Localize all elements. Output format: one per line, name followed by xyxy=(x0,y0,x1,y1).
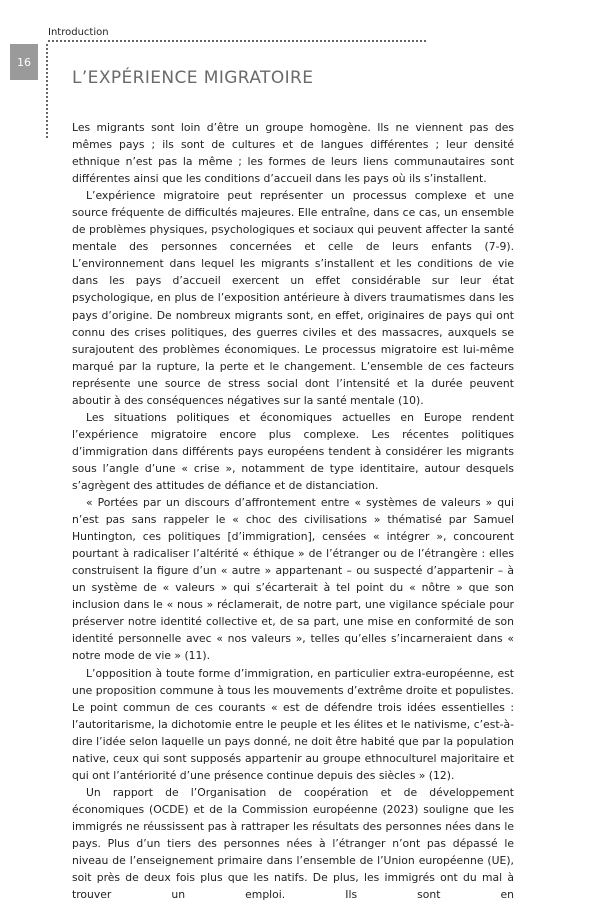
paragraph-2: L’expérience migratoire peut représenter un processus complexe et une source fréquente de difficultés majeures. Elle entraîne, dans ce cas, un ensemble de problèmes physiques, psychologiques et sociaux qui peuvent affecter la santé mentale des personnes concernées et celle de leurs enfants (7-9). L’environnement dans lequel les migrants s’installent et les conditions de vie dans les pays d’accueil exercent un effet considérable sur leur état psychologique, en plus de l’exposition antérieure à divers traumatismes dans les pays d’origine. De nombreux migrants sont, en effet, originaires de pays qui ont connu des crises politiques, des guerres civiles et des massacres, auxquels se surajoutent des problèmes économiques. Le processus migratoire est lui-même marqué par la rupture, la perte et le changement. L’ensemble de ces facteurs représente une source de stress social dont l’intensité et la durée peuvent aboutir à des conséquences négatives sur la santé mentale (10). xyxy=(72,189,514,407)
paragraph-1: Les migrants sont loin d’être un groupe homogène. Ils ne viennent pas des mêmes pays ; ils sont de cultures et de langues différentes ; leur densité ethnique n’est pas la même ; les formes de leurs liens communautaires sont différentes ainsi que les conditions d’accueil dans les pays où ils s’installent. xyxy=(72,121,514,186)
paragraph-5: L’opposition à toute forme d’immigration, en particulier extra-européenne, est une proposition commune à tous les mouvements d’extrême droite et populistes. Le point commun de ces courants « est de défendre trois idées essentielles : l’autoritarisme, la dichotomie entre le peuple et les élites et le nativisme, c’est-à-dire l’idée selon laquelle un pays donné, ne doit être habité que par la population native, ceux qui sont supposés appartenir au groupe ethnoculturel majoritaire et qui ont l’antériorité d’une présence continue depuis des siècles » (12). xyxy=(72,666,514,782)
page-number: 16 xyxy=(10,44,38,80)
side-dotted-rule xyxy=(46,44,48,138)
running-head: Introduction xyxy=(48,27,109,38)
paragraph-6: Un rapport de l’Organisation de coopération et de développement économiques (OCDE) et de la Commission européenne (2023) souligne que les immigrés ne réussissent pas à rattraper les résultats des personnes nées dans le pays. Plus d’un tiers des personnes nées à l’étranger n’ont pas dépassé le niveau de l’enseignement primaire dans l’ensemble de l’Union européenne (UE), soit près de deux fois plus que les natifs. De plus, les immigrés ont du mal à trouver un emploi. Ils sont en xyxy=(72,785,514,902)
paragraph-3: Les situations politiques et économiques actuelles en Europe rendent l’expérience migratoire encore plus complexe. Les récentes politiques d’immigration dans différents pays européens tendent à considérer les migrants sous l’angle d’une « crise », notamment de type identitaire, autour desquels s’agrègent des attitudes de défiance et de distanciation. xyxy=(72,410,514,492)
header-dotted-rule xyxy=(48,40,426,42)
body-text xyxy=(72,119,514,903)
section-title: L’EXPÉRIENCE MIGRATOIRE xyxy=(72,68,314,88)
paragraph-4: « Portées par un discours d’affrontement entre « systèmes de valeurs » qui n’est pas sans rappeler le « choc des civilisations » thématisé par Samuel Huntington, ces politiques [d’immigration], censées « intégrer », concourent pourtant à radicaliser l’altérité « éthique » de l’étranger ou de l’étrangère : elles construisent la figure d’un « autre » appartenant – ou suspecté d’appartenir – à un système de « valeurs » qui s’écarterait à tel point du « nôtre » que son inclusion dans le « nous » réclamerait, de notre part, une vigilance spéciale pour préserver notre identité collective et, de sa part, une mise en conformité de son identité personnelle avec « nos valeurs », telles qu’elles s’incarneraient dans « notre mode de vie » (11). xyxy=(72,496,514,663)
